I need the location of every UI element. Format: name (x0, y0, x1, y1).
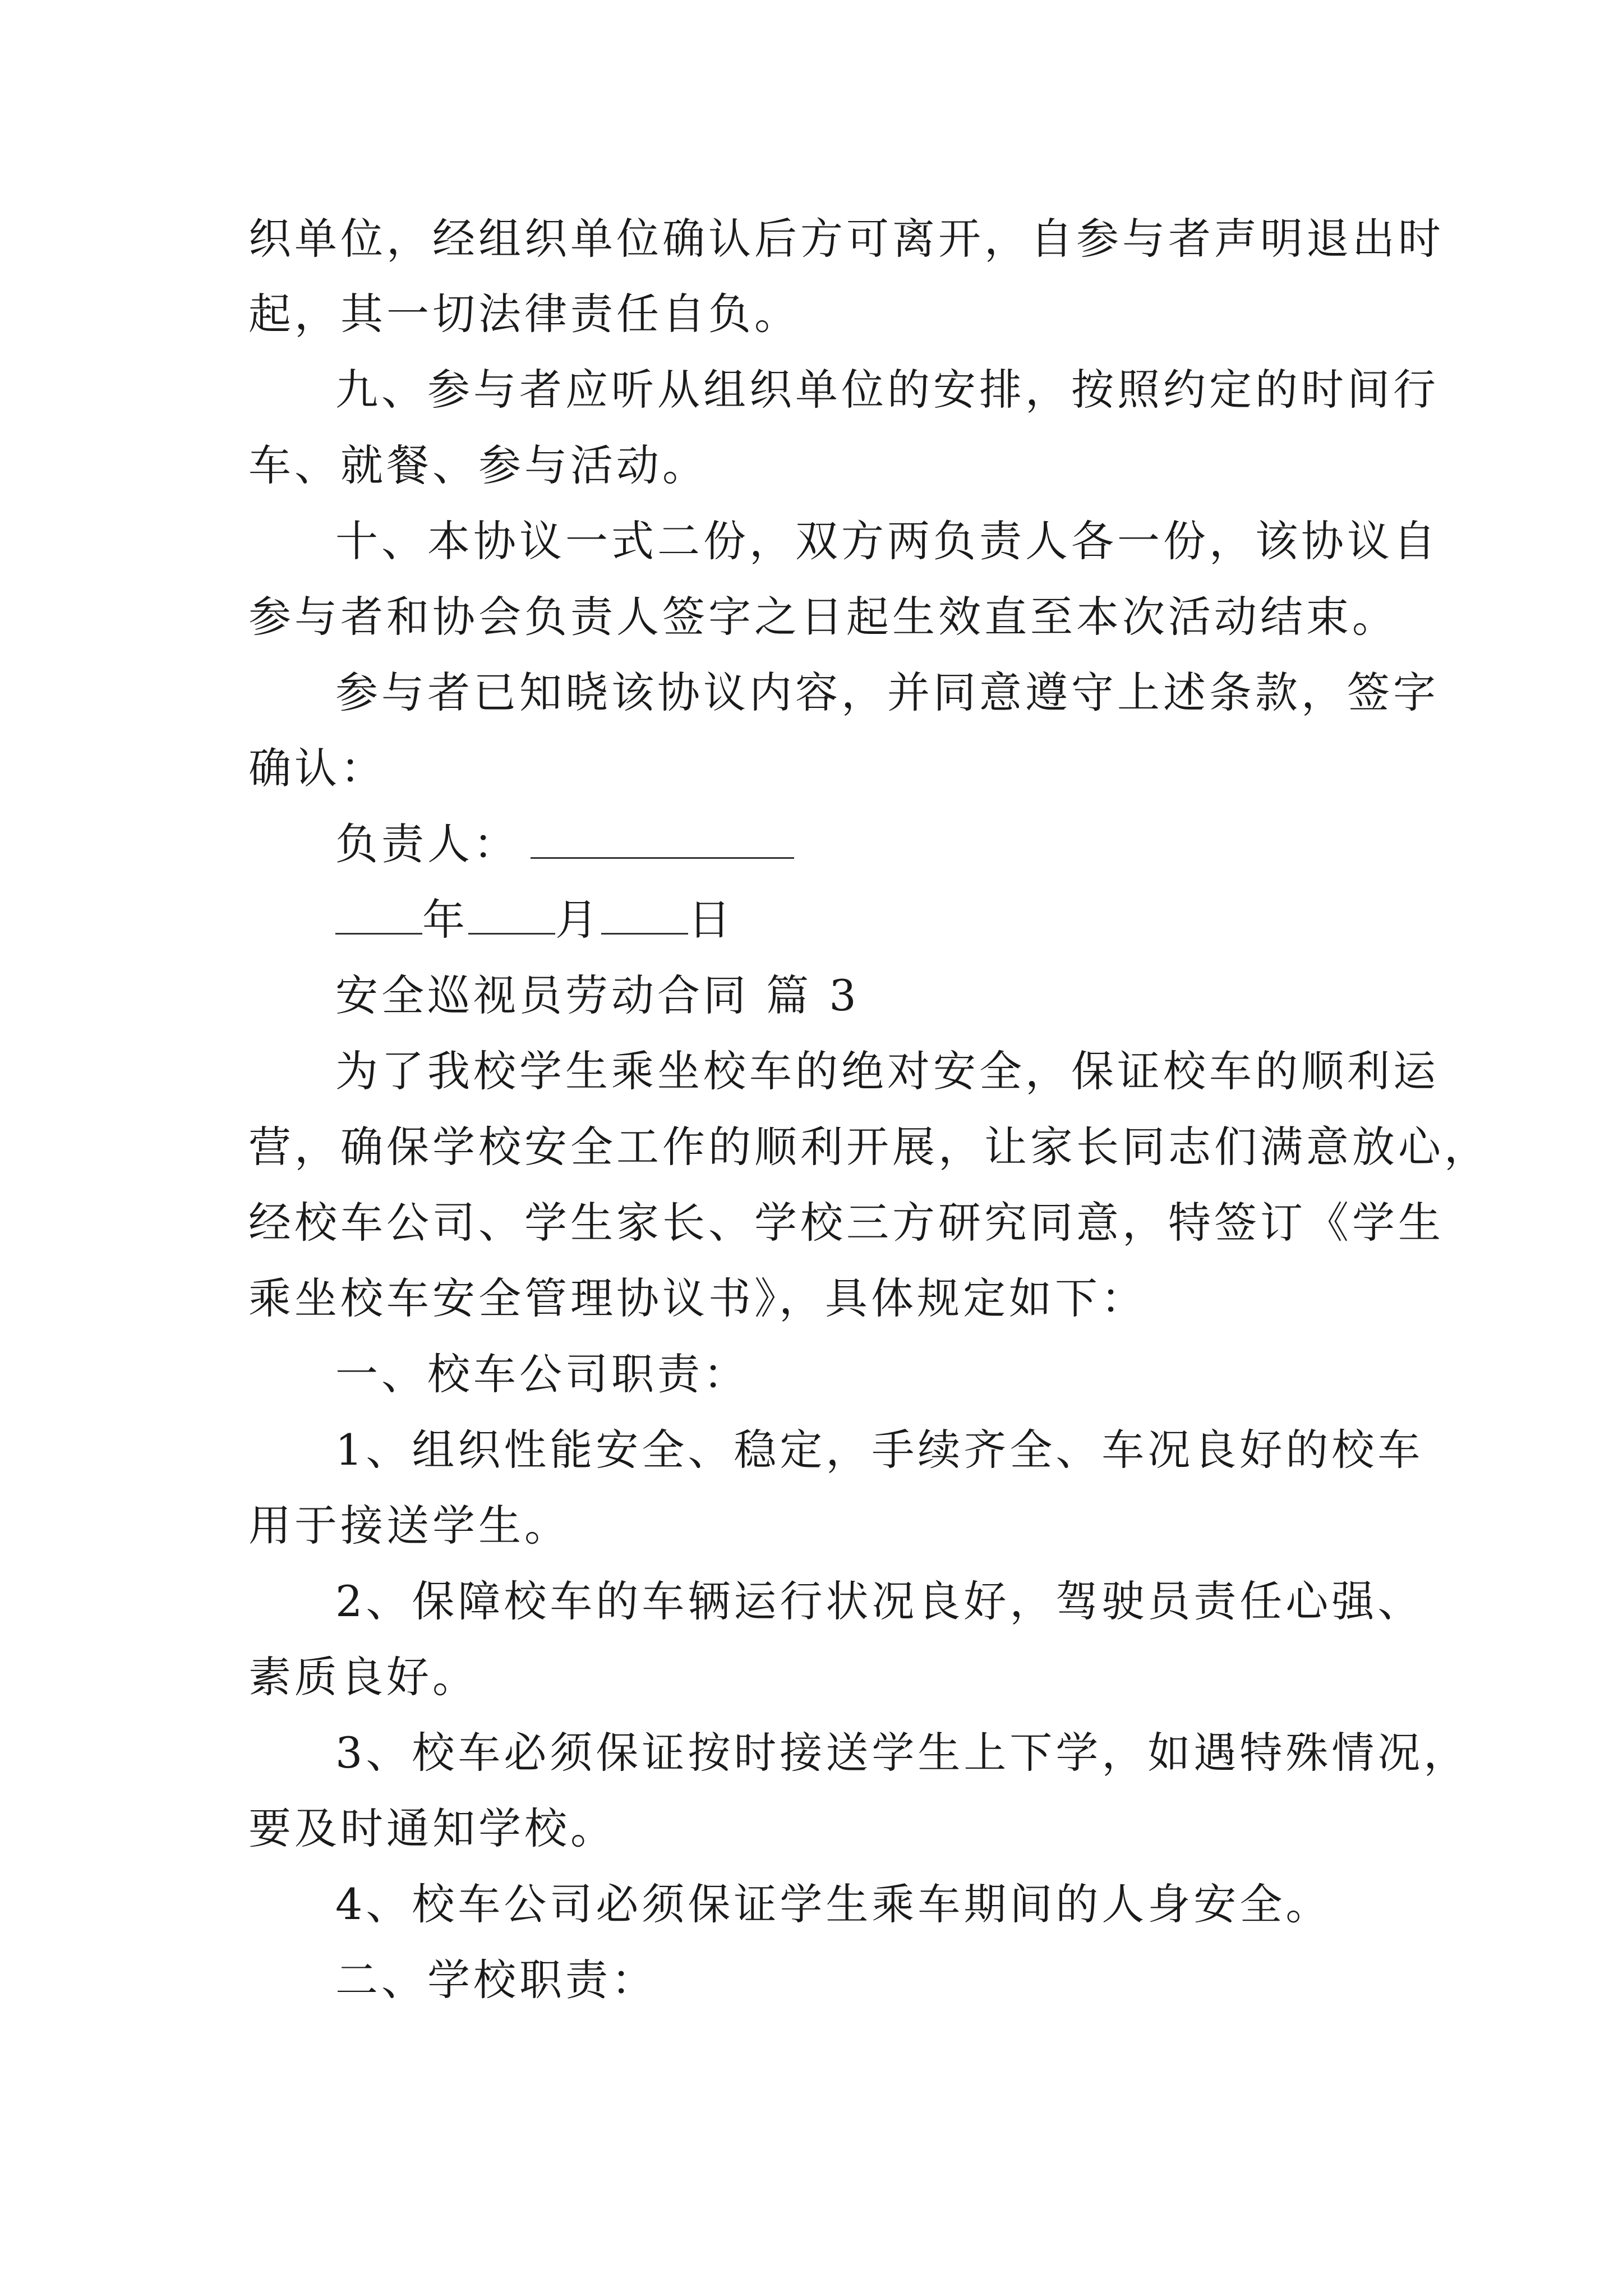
text-line: 参与者已知晓该协议内容，并同意遵守上述条款，签字 (335, 668, 1439, 717)
year-label: 年 (422, 895, 468, 945)
signature-label: 负责人： (335, 819, 519, 869)
body-line: 2、保障校车的车辆运行状况良好，驾驶员责任心强、 (335, 1576, 1424, 1626)
day-blank[interactable] (601, 894, 688, 935)
date-line (335, 892, 734, 948)
signature-blank[interactable] (531, 818, 794, 859)
text-line: 织单位，经组织单位确认后方可离开，自参与者声明退出时 (248, 214, 1444, 264)
body-line: 二、学校职责： (335, 1955, 657, 2005)
text-line: 九、参与者应听从组织单位的安排，按照约定的时间行 (335, 365, 1439, 415)
body-line: 一、校车公司职责： (335, 1349, 749, 1399)
text-line: 车、就餐、参与活动。 (248, 440, 708, 490)
body-line: 要及时通知学校。 (248, 1803, 616, 1853)
section-title: 安全巡视员劳动合同 篇 3 (335, 970, 860, 1020)
month-label: 月 (555, 895, 601, 945)
signature-line (335, 816, 794, 872)
body-line: 4、校车公司必须保证学生乘车期间的人身安全。 (335, 1879, 1332, 1929)
text-line: 确认： (248, 743, 386, 793)
text-line: 十、本协议一式二份，双方两负责人各一份，该协议自 (335, 516, 1439, 566)
month-blank[interactable] (468, 894, 555, 935)
body-line: 乘坐校车安全管理协议书》，具体规定如下： (248, 1273, 1147, 1323)
year-blank[interactable] (335, 894, 422, 935)
text-line: 参与者和协会负责人签字之日起生效直至本次活动结束。 (248, 592, 1398, 642)
body-line: 经校车公司、学生家长、学校三方研究同意，特签订《学生 (248, 1198, 1444, 1248)
body-line: 为了我校学生乘坐校车的绝对安全，保证校车的顺利运 (335, 1046, 1439, 1096)
body-line: 3、校车必须保证按时接送学生上下学，如遇特殊情况， (335, 1728, 1470, 1778)
body-line: 营，确保学校安全工作的顺利开展，让家长同志们满意放心， (248, 1122, 1490, 1172)
day-label: 日 (688, 895, 734, 945)
body-line: 1、组织性能安全、稳定，手续齐全、车况良好的校车 (335, 1425, 1424, 1475)
body-line: 素质良好。 (248, 1652, 478, 1702)
text-line: 起，其一切法律责任自负。 (248, 289, 800, 339)
body-line: 用于接送学生。 (248, 1501, 570, 1550)
